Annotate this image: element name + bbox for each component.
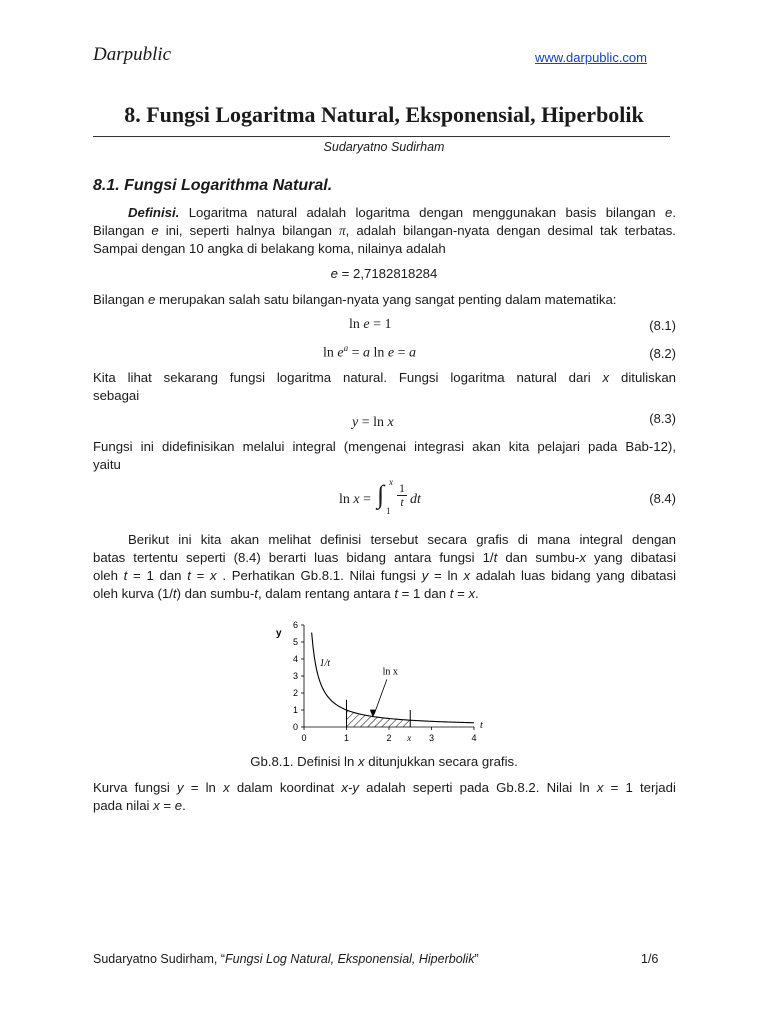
paragraph-integral-def: [93, 438, 676, 474]
x-var: x: [602, 370, 610, 385]
p5-l4b: ) dan sumbu-: [176, 586, 255, 601]
area-pointer-line: [374, 679, 387, 714]
p5-l4e: =: [457, 586, 465, 601]
p2b: merupakan salah satu bilangan-nyata yang sangat penting dalam matematika:: [159, 292, 617, 307]
p6-l1f: = 1 terjadi: [610, 780, 676, 795]
e-symbol: e: [664, 205, 673, 220]
p5-l2a: batas tertentu seperti (8.4) berarti luas bidang antara fungsi 1/: [93, 550, 494, 565]
footer-close-quote: ”: [474, 952, 479, 966]
paragraph-e-importance: [93, 291, 676, 309]
equation-number-8-4: (8.4): [649, 491, 676, 506]
t-var: t: [394, 586, 398, 601]
p5-l3c: =: [196, 568, 205, 583]
pi-symbol: π: [339, 223, 346, 238]
area-label: ln x: [382, 666, 398, 678]
x-var: x: [463, 568, 471, 583]
definition-term: Definisi.: [128, 205, 180, 220]
p5-l4c: , dalam rentang antara: [257, 586, 391, 601]
p6-l1a: Kurva fungsi: [93, 780, 170, 795]
p3c: sebagai: [93, 388, 140, 403]
x-var: x: [153, 798, 160, 813]
x-axis-label: t: [480, 720, 483, 731]
p1-line2a: Bilangan: [93, 223, 145, 238]
caption-a: Gb.8.1. Definisi ln: [250, 754, 355, 769]
x-tick-label: 1: [343, 733, 350, 743]
t-var: t: [172, 586, 177, 601]
x-tick-label: 4: [471, 733, 477, 743]
y-var: y: [421, 568, 429, 583]
p5-line1: Berikut ini kita akan melihat definisi tersebut secara grafis di mana integral dengan: [128, 532, 676, 547]
x-var: x: [596, 780, 604, 795]
p5-l3a: oleh: [93, 568, 118, 583]
figure-8-1-chart: [270, 612, 500, 748]
caption-b: ditunjukkan secara grafis.: [368, 754, 518, 769]
x-tick-label: 0: [301, 733, 307, 743]
x-var: x: [468, 586, 476, 601]
p5-l3e: = ln: [434, 568, 458, 583]
p6-l1d: x-y: [341, 780, 359, 795]
paragraph-ln-curve: [93, 779, 676, 815]
p3b: dituliskan: [621, 370, 677, 385]
y-var: y: [176, 780, 184, 795]
equation-8-1: ln e = 1: [349, 317, 392, 332]
p4a: Fungsi ini didefinisikan melalui integral (mengenai integrasi akan kita pelajari pada Bab-12),: [93, 439, 676, 454]
equation-8-2: $\ln e^a = a$ ln e = a: [323, 343, 417, 361]
footer-author: Sudaryatno Sudirham, “: [93, 952, 226, 966]
equation-8-4: ln x = ∫ x 1 1 t dt: [339, 477, 421, 516]
x-marker-label: x: [407, 733, 412, 743]
e-var: e: [330, 266, 338, 281]
paragraph-ln-intro: [93, 369, 676, 405]
p6-l1c: dalam koordinat: [236, 780, 335, 795]
t-var: t: [123, 568, 128, 583]
equation-number-8-3: (8.3): [649, 411, 676, 426]
p1-line3: Sampai dengan 10 angka di belakang koma, nilainya adalah: [93, 241, 446, 256]
p1-line2b: ini, seperti halnya bilangan: [165, 223, 332, 238]
y-axis-label: y: [276, 628, 282, 639]
equation-number-8-1: (8.1): [649, 318, 676, 333]
curve-label: 1/t: [319, 657, 331, 669]
y-tick-label: 6: [292, 620, 298, 630]
equation-number-8-2: (8.2): [649, 346, 676, 361]
p6-l2c: e: [174, 798, 183, 813]
equation-8-3: y = ln x: [352, 415, 394, 430]
x-var: x: [210, 568, 217, 583]
p5-l2b: dan sumbu-: [505, 550, 580, 565]
y-tick-label: 2: [292, 688, 298, 698]
y-tick-label: 5: [292, 637, 298, 647]
paragraph-definition: Definisi. Logaritma natural adalah logaritma dengan menggunakan basis bilangan e. Bilangan e ini, seperti halnya bilangan π, adalah bilangan-nyata dengan desimal tak terbatas. Sampai dengan 10 angka di belakang koma, nilainya adalah: [93, 205, 676, 256]
p6-l1e: adalah seperti pada Gb.8.2. Nilai ln: [366, 780, 590, 795]
y-tick-label: 4: [292, 654, 298, 664]
p1-line2c: , adalah bilangan-nyata dengan desimal tak terbatas.: [345, 223, 676, 238]
footer-work-title: Fungsi Log Natural, Eksponensial, Hiperbolik: [225, 952, 475, 966]
x-var: x: [357, 754, 365, 769]
t-var: t: [449, 586, 454, 601]
e-symbol: e: [151, 223, 159, 238]
t-var: t: [187, 568, 191, 583]
y-tick-label: 1: [292, 705, 298, 715]
e-symbol: e: [148, 292, 156, 307]
page-title: 8. Fungsi Logaritma Natural, Eksponensial, Hiperbolik: [124, 102, 644, 127]
paragraph-graphical-def: Berikut ini kita akan melihat definisi tersebut secara grafis di mana integral dengan batas tertentu seperti (8.4) berarti luas bidang antara fungsi 1/t dan sumbu-x yang dibatasi oleh t = 1 dan t = x . Perhatikan Gb.8.1. Nilai fungsi y = ln x adalah luas bidang yang dibatasi oleh kurva (1/t) dan sumbu-t, dalam rentang antara t = 1 dan t = x.: [93, 532, 677, 601]
p6-l2d: .: [182, 798, 186, 813]
p6-l1b: = ln: [190, 780, 216, 795]
p5-l2c: yang dibatasi: [593, 550, 677, 565]
p5-l4d: = 1 dan: [401, 586, 447, 601]
p6-l2b: =: [163, 798, 172, 813]
p6-l2a: pada nilai: [93, 798, 150, 813]
x-var: x: [223, 780, 230, 795]
figure-caption: [0, 754, 768, 769]
p3a: Kita lihat sekarang fungsi logaritma natural. Fungsi logaritma natural dari: [93, 370, 591, 385]
p5-l4a: oleh kurva (1/: [93, 586, 173, 601]
x-tick-label: 3: [428, 733, 435, 743]
t-var: t: [254, 586, 258, 601]
y-tick-label: 3: [292, 671, 298, 681]
title-rule: [93, 136, 670, 137]
p5-l3f: adalah luas bidang yang dibatasi: [475, 568, 677, 583]
footer-citation: [93, 952, 479, 966]
p2a: Bilangan: [93, 292, 145, 307]
curve-1-over-t: [312, 633, 474, 723]
e-value: = 2,7182818284: [337, 266, 438, 281]
brand-logo: Darpublic: [93, 44, 172, 65]
p4b: yaitu: [93, 457, 121, 472]
x-var: x: [579, 550, 586, 565]
e-value-line: [0, 266, 768, 281]
page-number: 1/6: [641, 952, 659, 966]
p1-line1: Logaritma natural adalah logaritma dengan menggunakan basis bilangan: [188, 205, 656, 220]
x-tick-label: 2: [386, 733, 392, 743]
section-heading: 8.1. Fungsi Logarithma Natural.: [93, 177, 333, 194]
author: Sudaryatno Sudirham: [323, 140, 445, 154]
p5-l3b: = 1 dan: [133, 568, 182, 583]
p5-l3d: . Perhatikan Gb.8.1. Nilai fungsi: [222, 568, 416, 583]
t-var: t: [493, 550, 498, 565]
header-url-link[interactable]: www.darpublic.com: [535, 50, 647, 65]
y-tick-label: 0: [292, 722, 298, 732]
